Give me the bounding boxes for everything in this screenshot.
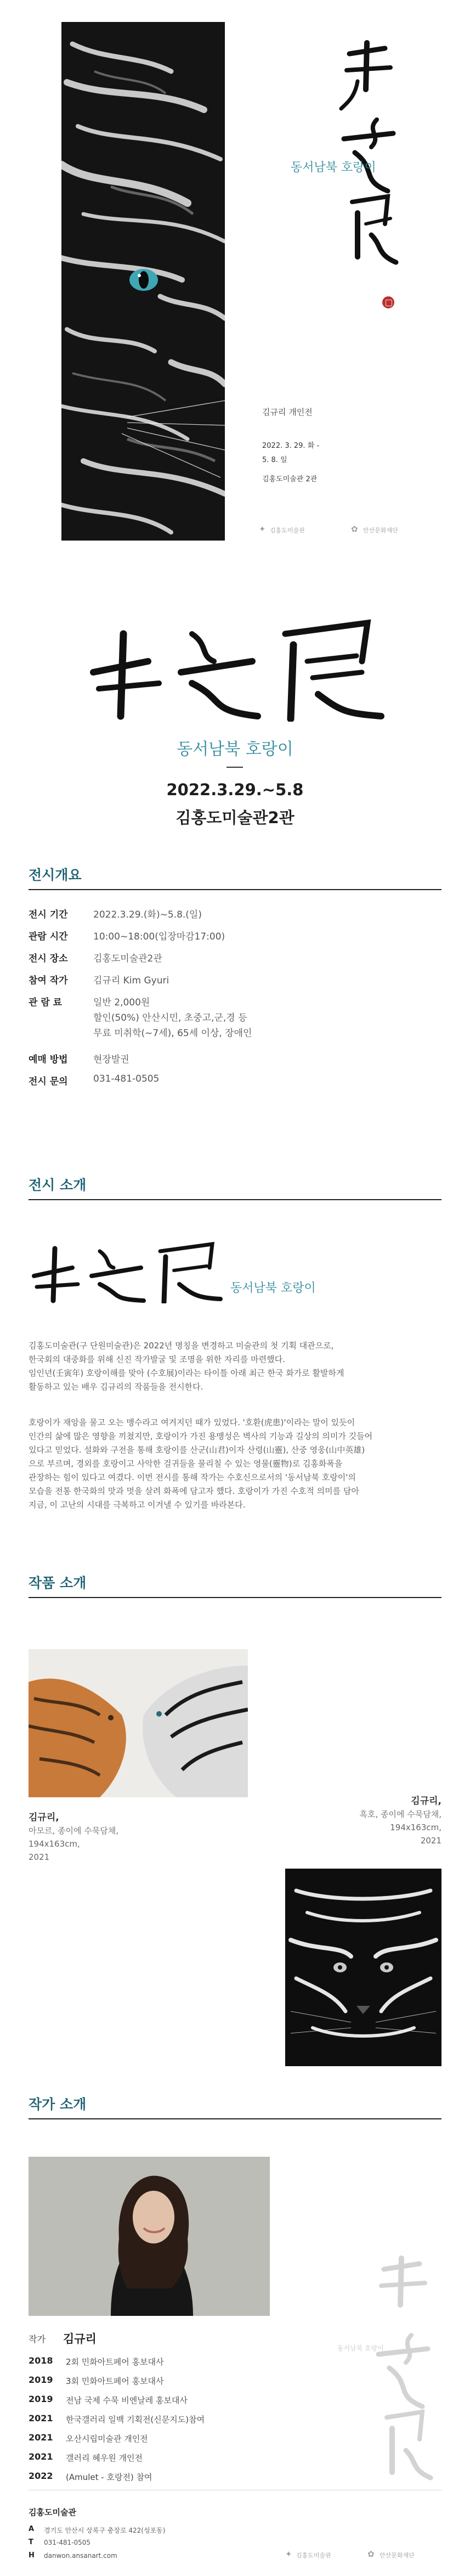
- bio-year: 2019: [29, 2394, 53, 2404]
- overview-value-venue: 김홍도미술관2관: [93, 953, 162, 964]
- intro-p2-line: 있다고 믿었다. 설화와 구전을 통해 호랑이를 산군(山君)이자 산령(山靈), 산중 영웅(山中英雄): [29, 1445, 365, 1455]
- bio-year: 2021: [29, 2413, 53, 2423]
- footer-tel-key: T: [29, 2538, 33, 2546]
- poster-logo-museum: 김홍도미술관: [270, 527, 305, 534]
- intro-p1-line: 임인년(壬寅年) 호랑이해를 맞아 (수호展)이라는 타이틀 아래 최근 한국 화가로 활발하게: [29, 1368, 344, 1378]
- intro-heading: 전시 소개: [29, 1177, 87, 1193]
- poster-calligraphy-title: [333, 37, 404, 268]
- overview-value-fee-general: 일반 2,000원: [93, 997, 150, 1008]
- poster-subtitle: 동서남북 호랑이: [291, 161, 376, 175]
- artwork-heukho-image: [285, 1869, 441, 2066]
- intro-paragraph-2: [29, 1416, 445, 1512]
- artist-photo: [29, 2157, 270, 2316]
- overview-value-artist: 김규리 Kim Gyuri: [93, 975, 169, 986]
- hero-poster: [61, 22, 440, 541]
- main-calligraphy-title: [82, 612, 389, 722]
- works-heading: 작품 소개: [29, 1575, 87, 1591]
- overview-value-booking: 현장발권: [93, 1054, 129, 1065]
- intro-p2-line: 지금, 이 고난의 시대를 극복하고 이겨낼 수 있기를 바라본다.: [29, 1500, 246, 1510]
- intro-p2-line: 호랑이가 재앙을 물고 오는 맹수라고 여겨지던 때가 있었다. '호환(虎患)'이라는 말이 있듯이: [29, 1418, 355, 1427]
- overview-label-artist: 참여 작가: [29, 975, 68, 986]
- intro-p2-line: 인간의 삶에 많은 영향을 끼쳤지만, 호랑이가 가진 용맹성은 벽사의 기능과 길상의 의미가 깃들어: [29, 1431, 373, 1441]
- overview-label-booking: 예매 방법: [29, 1054, 68, 1065]
- artist-name: 김규리: [63, 2332, 97, 2346]
- intro-p2-line: 관장하는 힘이 있다고 여겼다. 이번 전시를 통해 작가는 수호신으로서의 '동서남북 호랑이'의: [29, 1472, 356, 1482]
- red-seal-stamp: [382, 296, 394, 308]
- overview-value-fee-discount: 할인(50%) 안산시민, 초중고,군,경 등: [93, 1013, 247, 1023]
- footer-address-key: A: [29, 2525, 35, 2533]
- footer-address: 경기도 안산시 상록구 충장로 422(성포동): [44, 2527, 166, 2534]
- overview-value-contact: 031-481-0505: [93, 1073, 160, 1084]
- intro-paragraph-1: [29, 1339, 445, 1394]
- overview-value-fee-free: 무료 미취학(~7세), 65세 이상, 장애인: [93, 1028, 252, 1039]
- main-dates: 2022.3.29.~5.8: [166, 780, 304, 799]
- poster-dates: [262, 439, 344, 468]
- artist-heading: 작가 소개: [29, 2096, 87, 2112]
- overview-value-hours: 10:00~18:00(입장마감17:00): [93, 931, 225, 942]
- overview-heading: 전시개요: [29, 867, 82, 883]
- artwork-amor-line: 아모르, 종이에 수묵담채,: [29, 1826, 118, 1836]
- artist-label: 작가: [29, 2334, 46, 2344]
- bio-year: 2021: [29, 2432, 53, 2443]
- overview-label-venue: 전시 장소: [29, 953, 68, 964]
- footer-logos: [285, 2549, 444, 2561]
- foundation-logo-icon: ✿: [367, 2549, 375, 2559]
- museum-logo-icon: ✦: [259, 524, 266, 534]
- intro-calligraphy-title: [29, 1238, 226, 1303]
- overview-label-contact: 전시 문의: [29, 1076, 68, 1087]
- footer-website-link[interactable]: danwon.ansanart.com: [44, 2552, 117, 2560]
- artwork-heukho-line: 194x163cm,: [390, 1823, 441, 1832]
- title-divider: [226, 767, 243, 768]
- footer-logo-museum: 김홍도미술관: [296, 2552, 331, 2559]
- poster-artist: 김규리 개인전: [262, 407, 313, 417]
- poster-dates-line1: 2022. 3. 29. 화 -: [262, 442, 320, 450]
- artwork-heukho-line: 2021: [420, 1836, 441, 1846]
- intro-p1-line: 한국회의 대중화를 위해 신진 작가발굴 및 조명을 위한 자리를 마련했다.: [29, 1354, 285, 1364]
- artwork-heukho-line: 흑호, 종이에 수묵담채,: [359, 1809, 441, 1819]
- bio-year: 2021: [29, 2451, 53, 2462]
- overview-value-period: 2022.3.29.(화)~5.8.(일): [93, 909, 202, 920]
- artwork-heukho-caption: [304, 1795, 441, 1847]
- bio-text: 전남 국제 수묵 비엔날레 홍보대사: [66, 2395, 188, 2405]
- bio-text: 3회 민화아트페어 홍보대사: [66, 2376, 164, 2386]
- intro-p2-line: 모습을 전통 한국화의 맛과 멋을 살려 화폭에 담고자 했다. 호랑이가 가진 수호적 의미를 담아: [29, 1486, 359, 1496]
- intro-p2-line: 으로 부르며, 경외를 호랑이고 사악한 걸귀들을 물리칠 수 있는 영물(靈物)로 김홍화폭을: [29, 1459, 343, 1469]
- poster-logo-foundation: 안산문화재단: [363, 527, 398, 534]
- intro-rule: [29, 1199, 441, 1200]
- foundation-logo-icon: ✿: [351, 524, 358, 534]
- tiger-painting-image: [61, 22, 225, 541]
- footer-tel[interactable]: 031-481-0505: [44, 2539, 91, 2546]
- footer-museum-name: 김홍도미술관: [29, 2507, 76, 2517]
- intro-p1-line: 활동하고 있는 배우 김규리의 작품들을 전시한다.: [29, 1382, 203, 1392]
- bio-year: 2019: [29, 2375, 53, 2385]
- poster-dates-line2: 5. 8. 일: [262, 456, 287, 464]
- poster-logos: [259, 524, 440, 536]
- main-venue: 김홍도미술관2관: [175, 808, 295, 827]
- artwork-heukho-artist: 김규리,: [411, 1796, 441, 1807]
- artwork-amor-line: 194x163cm,: [29, 1839, 80, 1849]
- bio-text: 오산시립미술관 개인전: [66, 2434, 148, 2444]
- artwork-amor-image: [29, 1649, 248, 1797]
- bio-year: 2018: [29, 2355, 53, 2366]
- works-rule: [29, 1597, 441, 1598]
- footer-logo-foundation: 안산문화재단: [380, 2552, 415, 2559]
- footer-web-key: H: [29, 2551, 35, 2560]
- overview-rule: [29, 889, 441, 890]
- artwork-amor-line: 2021: [29, 1852, 50, 1862]
- intro-p1-line: 김홍도미술관(구 단원미술관)은 2022년 명칭을 변경하고 미술관의 첫 기획 대관으로,: [29, 1341, 334, 1351]
- artwork-amor-artist: 김규리,: [29, 1812, 59, 1823]
- bio-text: (Amulet - 호랑전) 참여: [66, 2472, 152, 2482]
- main-subtitle: 동서남북 호랑이: [177, 740, 293, 759]
- artwork-amor-caption: [29, 1811, 193, 1864]
- bio-year: 2022: [29, 2471, 53, 2481]
- overview-label-period: 전시 기간: [29, 909, 68, 920]
- bio-text: 2회 민화아트페어 홍보대사: [66, 2357, 164, 2367]
- museum-logo-icon: ✦: [285, 2549, 292, 2559]
- poster-venue: 김홍도미술관 2관: [262, 475, 318, 483]
- decorative-calligraphy-watermark: [367, 2253, 439, 2483]
- intro-subtitle: 동서남북 호랑이: [230, 1281, 316, 1295]
- overview-label-fee: 관 람 료: [29, 997, 63, 1008]
- overview-label-hours: 관람 시간: [29, 931, 68, 942]
- bio-text: 갤러리 혜우원 개인전: [66, 2453, 143, 2463]
- decorative-subtitle: 동서남북 호랑이: [337, 2344, 384, 2352]
- artist-rule: [29, 2118, 441, 2119]
- bio-text: 한국갤러리 일백 기획전(신문지도)참여: [66, 2415, 205, 2425]
